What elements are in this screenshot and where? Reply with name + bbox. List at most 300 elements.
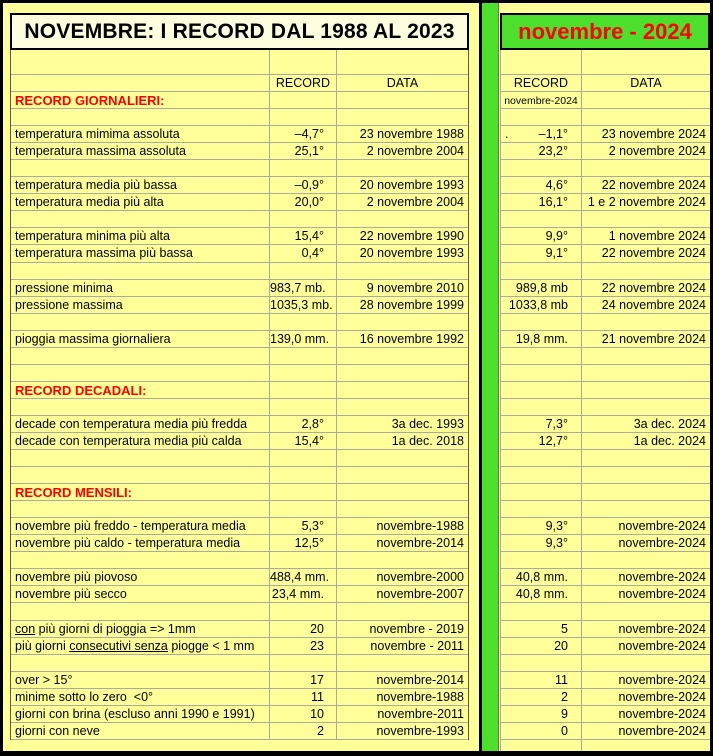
record-value-cell[interactable] xyxy=(269,655,337,671)
records-table-historic xyxy=(10,13,469,740)
record-date-cell[interactable]: novembre-1988 xyxy=(376,689,464,704)
row-label-cell[interactable] xyxy=(11,314,269,330)
record-date-cell-2024[interactable] xyxy=(582,484,710,500)
record-date-cell-2024[interactable] xyxy=(582,382,710,398)
row-label-cell[interactable]: temperatura minima più alta xyxy=(15,229,170,244)
table-row xyxy=(11,603,468,620)
record-value-text: 7,3° xyxy=(545,416,568,431)
column-header-record[interactable]: RECORD xyxy=(269,75,337,91)
record-date-cell[interactable]: novembre-2000 xyxy=(376,570,464,585)
table-row xyxy=(501,160,710,177)
row-label-cell[interactable] xyxy=(11,552,269,568)
left-title-cell[interactable] xyxy=(10,13,469,50)
record-date-cell[interactable] xyxy=(337,160,468,176)
table-row xyxy=(501,92,710,109)
table-row xyxy=(501,280,710,297)
section-header[interactable]: RECORD MENSILI: xyxy=(15,485,132,501)
record-value-cell-2024[interactable] xyxy=(501,501,582,517)
record-date-cell-2024[interactable] xyxy=(582,160,710,176)
record-value-cell-2024[interactable] xyxy=(501,638,582,654)
row-label-cell[interactable] xyxy=(11,638,269,654)
record-value-cell[interactable] xyxy=(269,399,337,415)
record-value-cell[interactable]: 488,4 mm. xyxy=(269,569,337,585)
record-value-cell-2024[interactable] xyxy=(501,297,582,313)
row-label-cell[interactable]: pressione massima xyxy=(15,297,123,312)
record-date-cell-2024[interactable]: novembre-2024 xyxy=(618,723,706,738)
row-label-cell[interactable]: over > 15° xyxy=(15,672,73,687)
table-row xyxy=(501,245,710,262)
record-date-cell-2024[interactable]: 24 novembre 2024 xyxy=(601,297,706,312)
record-date-cell-2024[interactable] xyxy=(582,348,710,364)
table-row xyxy=(11,655,468,672)
record-value-cell[interactable] xyxy=(269,211,337,227)
record-date-cell-2024[interactable]: novembre-2024 xyxy=(618,621,706,636)
record-value-text: 5 xyxy=(561,621,568,636)
record-date-cell[interactable]: 20 novembre 1993 xyxy=(359,178,464,193)
record-date-cell-2024[interactable]: novembre-2024 xyxy=(618,706,706,721)
row-label-cell[interactable]: pressione minima xyxy=(15,280,113,295)
table-row xyxy=(11,211,468,228)
table-row xyxy=(11,331,468,348)
row-label-cell[interactable] xyxy=(11,75,269,91)
record-value-cell-2024[interactable] xyxy=(501,382,582,398)
record-date-cell[interactable] xyxy=(337,50,468,74)
record-value-cell-2024[interactable] xyxy=(501,484,582,500)
table-row xyxy=(501,740,710,751)
table-row xyxy=(11,586,468,603)
record-value-cell-2024[interactable] xyxy=(501,126,582,142)
record-value-cell-2024[interactable] xyxy=(501,160,582,176)
table-row xyxy=(501,638,710,655)
table-row xyxy=(11,484,468,501)
row-label-cell[interactable] xyxy=(11,655,269,671)
record-value-cell-2024[interactable] xyxy=(501,263,582,279)
record-value-cell-2024[interactable] xyxy=(501,399,582,415)
record-value-cell-2024[interactable] xyxy=(501,348,582,364)
record-value-cell[interactable]: 1035,3 mb. xyxy=(269,297,337,313)
table-row xyxy=(11,501,468,518)
label-underlined-part: con xyxy=(15,621,36,636)
record-date-cell[interactable] xyxy=(337,552,468,568)
row-label-cell[interactable] xyxy=(11,399,269,415)
record-date-cell[interactable]: novembre-2007 xyxy=(376,587,464,602)
record-value-cell-2024[interactable] xyxy=(501,689,582,705)
row-label-cell[interactable]: temperatura massima più bassa xyxy=(15,246,193,261)
record-date-cell[interactable]: novembre-2014 xyxy=(376,536,464,551)
record-value-cell[interactable] xyxy=(269,382,337,398)
record-date-cell-2024[interactable]: 2 novembre 2024 xyxy=(608,144,706,159)
table-row xyxy=(11,143,468,160)
record-date-cell[interactable]: 16 novembre 1992 xyxy=(359,331,464,346)
table-row xyxy=(501,689,710,706)
row-label-cell[interactable]: novembre più secco xyxy=(15,587,127,602)
record-date-cell-2024[interactable]: novembre-2024 xyxy=(618,689,706,704)
record-value-cell-2024[interactable] xyxy=(501,331,582,347)
row-label-cell[interactable] xyxy=(11,365,269,381)
record-date-cell[interactable] xyxy=(337,211,468,227)
record-value-text: 9,3° xyxy=(545,519,568,534)
right-rows xyxy=(500,50,710,751)
record-date-cell[interactable] xyxy=(337,501,468,517)
record-value-text: 989,8 mb xyxy=(515,280,568,295)
row-label-cell[interactable]: pioggia massima giornaliera xyxy=(15,331,171,346)
table-row xyxy=(501,365,710,382)
table-row xyxy=(501,706,710,723)
record-value-cell[interactable]: 983,7 mb. xyxy=(269,280,337,296)
record-value-cell[interactable] xyxy=(269,314,337,330)
record-value-cell-2024[interactable] xyxy=(501,535,582,551)
table-row xyxy=(11,723,468,740)
table-row xyxy=(501,50,710,75)
table-row xyxy=(501,501,710,518)
record-value-cell-2024[interactable] xyxy=(501,280,582,296)
record-date-cell[interactable] xyxy=(337,399,468,415)
table-row xyxy=(501,672,710,689)
table-row xyxy=(11,280,468,297)
table-row xyxy=(501,382,710,399)
record-date-cell[interactable] xyxy=(337,314,468,330)
record-date-cell[interactable] xyxy=(337,382,468,398)
row-label-cell[interactable]: decade con temperatura media più calda xyxy=(15,433,242,448)
table-row xyxy=(501,416,710,433)
record-value-cell[interactable]: 23,4 mm. xyxy=(269,586,337,602)
record-value-cell[interactable]: 12,5° xyxy=(269,535,337,551)
column-header-data[interactable]: DATA xyxy=(386,76,419,90)
table-row xyxy=(11,109,468,126)
record-value-cell[interactable]: 17 xyxy=(269,672,337,688)
table-row xyxy=(11,518,468,535)
row-label-cell[interactable] xyxy=(11,501,269,517)
record-value-cell[interactable] xyxy=(269,348,337,364)
table-row xyxy=(501,655,710,672)
table-row xyxy=(501,348,710,365)
row-label-cell[interactable] xyxy=(11,50,269,74)
record-value-cell[interactable]: –0,9° xyxy=(269,177,337,193)
record-value-cell[interactable] xyxy=(269,109,337,125)
record-date-cell[interactable] xyxy=(337,365,468,381)
record-value-text: 19,8 mm. xyxy=(515,331,568,346)
record-date-cell[interactable] xyxy=(337,92,468,108)
table-row xyxy=(11,433,468,450)
table-row xyxy=(501,331,710,348)
record-value-cell[interactable] xyxy=(269,365,337,381)
record-value-cell-2024[interactable] xyxy=(501,143,582,159)
record-value-text: 0 xyxy=(561,723,568,738)
row-label-cell[interactable]: novembre più freddo - temperatura media xyxy=(15,519,246,534)
table-row xyxy=(11,689,468,706)
record-value-text: 11 xyxy=(555,672,568,687)
table-row xyxy=(11,569,468,586)
label-underlined-part: consecutivi senza xyxy=(69,638,168,653)
record-value-cell-2024[interactable] xyxy=(501,194,582,210)
record-value-cell-2024[interactable] xyxy=(501,450,582,466)
record-date-cell-2024[interactable] xyxy=(582,399,710,415)
right-title-cell[interactable] xyxy=(500,13,710,50)
record-value-cell-2024[interactable] xyxy=(501,706,582,722)
record-value-cell[interactable] xyxy=(269,552,337,568)
table-row xyxy=(501,399,710,416)
record-date-cell-2024[interactable]: novembre-2024 xyxy=(618,638,706,653)
table-row xyxy=(11,672,468,689)
record-value-cell[interactable] xyxy=(269,50,337,74)
record-value-cell[interactable]: 10 xyxy=(269,706,337,722)
record-date-cell-2024[interactable] xyxy=(582,467,710,483)
record-value-cell[interactable] xyxy=(269,484,337,500)
record-value-cell[interactable]: 2 xyxy=(269,723,337,739)
record-value-cell[interactable]: 0,4° xyxy=(269,245,337,261)
period-note[interactable]: novembre-2024 xyxy=(501,92,582,108)
record-value-cell[interactable]: 20 xyxy=(269,621,337,637)
row-label-cell[interactable] xyxy=(11,603,269,619)
record-date-cell[interactable]: novembre - 2019 xyxy=(369,621,464,636)
table-row xyxy=(11,160,468,177)
table-row xyxy=(501,75,710,92)
record-value-cell-2024[interactable] xyxy=(501,433,582,449)
row-label-cell[interactable]: novembre più caldo - temperatura media xyxy=(15,536,241,551)
table-row xyxy=(501,194,710,211)
record-value-text: 4,6° xyxy=(545,178,568,193)
record-date-cell[interactable]: 20 novembre 1993 xyxy=(359,246,464,261)
table-row xyxy=(501,484,710,501)
record-value-cell[interactable]: 25,1° xyxy=(269,143,337,159)
table-row xyxy=(501,569,710,586)
record-value-cell-2024[interactable] xyxy=(501,586,582,602)
label-part: più giorni di pioggia => 1mm xyxy=(35,621,196,636)
record-date-cell-2024[interactable]: novembre-2024 xyxy=(618,587,706,602)
record-date-cell-2024[interactable] xyxy=(582,109,710,125)
record-value-cell-2024[interactable] xyxy=(501,672,582,688)
row-label-cell[interactable]: giorni con brina (escluso anni 1990 e 1991) xyxy=(15,706,255,721)
record-date-cell[interactable]: novembre - 2011 xyxy=(370,638,464,653)
record-value-cell[interactable]: 20,0° xyxy=(269,194,337,210)
record-value-cell-2024[interactable] xyxy=(501,177,582,193)
record-date-cell-2024[interactable] xyxy=(582,501,710,517)
record-value-text: 16,1° xyxy=(538,195,568,210)
table-row xyxy=(11,638,468,655)
table-row xyxy=(11,245,468,262)
record-date-cell-2024[interactable]: 3a dec. 2024 xyxy=(633,416,706,431)
row-label-cell[interactable]: temperatura mimima assoluta xyxy=(15,127,180,142)
record-value-cell-2024[interactable] xyxy=(501,518,582,534)
record-date-cell-2024[interactable]: 1 novembre 2024 xyxy=(608,229,706,244)
column-header-record-2024[interactable]: RECORD xyxy=(501,75,582,91)
record-value-cell-2024[interactable] xyxy=(501,723,582,739)
record-date-cell[interactable]: 1a dec. 2018 xyxy=(391,433,464,448)
record-date-cell[interactable]: novembre-2014 xyxy=(376,672,464,687)
record-date-cell[interactable] xyxy=(337,655,468,671)
table-row xyxy=(501,143,710,160)
record-date-cell[interactable]: 2 novembre 2004 xyxy=(366,144,464,159)
table-row xyxy=(501,450,710,467)
left-rows xyxy=(10,50,469,740)
table-row xyxy=(501,586,710,603)
record-value-cell-2024[interactable] xyxy=(501,211,582,227)
table-row xyxy=(501,297,710,314)
record-value-text: 1033,8 mb xyxy=(508,297,568,312)
record-date-cell[interactable]: 3a dec. 1993 xyxy=(391,416,464,431)
table-row xyxy=(11,92,468,109)
record-value-cell-2024[interactable] xyxy=(501,365,582,381)
record-date-cell[interactable]: 28 novembre 1999 xyxy=(359,297,464,312)
record-date-cell-2024[interactable]: 22 novembre 2024 xyxy=(601,246,706,261)
row-label-cell[interactable]: giorni con neve xyxy=(15,723,100,738)
record-value-cell[interactable]: 139,0 mm. xyxy=(269,331,337,347)
table-row xyxy=(11,416,468,433)
record-date-cell-2024[interactable]: novembre-2024 xyxy=(618,536,706,551)
record-date-cell-2024[interactable] xyxy=(582,211,710,227)
left-title-text: NOVEMBRE: I RECORD DAL 1988 AL 2023 xyxy=(24,19,455,43)
record-value-cell[interactable] xyxy=(269,92,337,108)
record-date-cell[interactable]: novembre-1993 xyxy=(376,723,464,738)
record-value-cell-2024[interactable] xyxy=(501,655,582,671)
record-date-cell[interactable]: novembre-2011 xyxy=(377,706,464,721)
row-label-cell[interactable] xyxy=(11,109,269,125)
table-row xyxy=(501,211,710,228)
table-row xyxy=(11,348,468,365)
record-value-text: –1,1° xyxy=(538,127,568,142)
record-value-cell[interactable]: 5,3° xyxy=(269,518,337,534)
record-date-cell[interactable]: novembre-1988 xyxy=(376,519,464,534)
record-value-cell-2024[interactable] xyxy=(501,228,582,244)
row-label-cell[interactable] xyxy=(11,467,269,483)
record-value-cell[interactable] xyxy=(269,263,337,279)
column-header-data-2024[interactable]: DATA xyxy=(630,76,662,90)
table-row xyxy=(11,228,468,245)
table-row xyxy=(501,433,710,450)
table-row xyxy=(11,535,468,552)
table-row xyxy=(501,621,710,638)
record-date-cell[interactable]: 22 novembre 1990 xyxy=(359,229,464,244)
table-row xyxy=(501,552,710,569)
row-label-cell[interactable] xyxy=(11,348,269,364)
record-value-cell-2024[interactable] xyxy=(501,314,582,330)
record-value-cell-2024[interactable] xyxy=(501,603,582,619)
record-value-text: 9,9° xyxy=(545,229,568,244)
table-row xyxy=(11,382,468,399)
record-date-cell[interactable] xyxy=(337,263,468,279)
section-header[interactable]: RECORD DECADALI: xyxy=(15,382,147,398)
record-value-cell[interactable]: –4,7° xyxy=(269,126,337,142)
table-row xyxy=(501,535,710,552)
record-value-cell[interactable] xyxy=(269,603,337,619)
record-date-cell[interactable] xyxy=(337,467,468,483)
right-title-text: novembre - 2024 xyxy=(518,18,692,44)
record-value-cell-2024[interactable] xyxy=(501,109,582,125)
table-row xyxy=(11,177,468,194)
record-date-cell-2024[interactable] xyxy=(582,365,710,381)
record-value-cell-2024[interactable] xyxy=(501,740,582,751)
record-date-cell-2024[interactable]: novembre-2024 xyxy=(618,672,706,687)
row-label-cell[interactable]: decade con temperatura media più fredda xyxy=(15,416,248,431)
record-value-text: 9,1° xyxy=(545,246,568,261)
row-label-cell[interactable]: temperatura massima assoluta xyxy=(15,144,186,159)
record-value-cell[interactable]: 15,4° xyxy=(269,228,337,244)
row-label-cell[interactable] xyxy=(11,160,269,176)
record-date-cell[interactable] xyxy=(337,603,468,619)
record-value-cell[interactable] xyxy=(269,467,337,483)
record-value-cell-2024[interactable] xyxy=(501,467,582,483)
record-date-cell[interactable]: 2 novembre 2004 xyxy=(366,195,464,210)
record-date-cell-2024[interactable] xyxy=(582,92,710,108)
record-date-cell[interactable] xyxy=(337,348,468,364)
record-date-cell-2024[interactable]: 1a dec. 2024 xyxy=(633,433,706,448)
record-value-cell-2024[interactable] xyxy=(501,621,582,637)
record-value-cell-2024[interactable] xyxy=(501,416,582,432)
record-value-cell-2024[interactable] xyxy=(501,50,582,74)
record-date-cell-2024[interactable]: novembre-2024 xyxy=(618,570,706,585)
record-value-text: 40,8 mm. xyxy=(515,570,568,585)
record-value-text: 9,3° xyxy=(545,536,568,551)
table-row xyxy=(11,706,468,723)
record-date-cell-2024[interactable] xyxy=(582,655,710,671)
record-date-cell-2024[interactable] xyxy=(582,552,710,568)
table-row xyxy=(501,177,710,194)
record-date-cell-2024[interactable]: 23 novembre 2024 xyxy=(601,127,706,142)
record-value-cell-2024[interactable] xyxy=(501,245,582,261)
table-row xyxy=(11,314,468,331)
row-label-cell[interactable]: novembre più piovoso xyxy=(15,570,138,585)
record-date-cell-2024[interactable] xyxy=(582,314,710,330)
table-row xyxy=(11,621,468,638)
record-value-text: 9 xyxy=(561,706,568,721)
record-date-cell-2024[interactable] xyxy=(582,50,710,74)
table-row xyxy=(11,297,468,314)
record-value-cell[interactable]: 23 xyxy=(269,638,337,654)
row-label-cell[interactable] xyxy=(11,621,269,637)
table-row xyxy=(11,194,468,211)
stray-dot: . xyxy=(505,127,509,142)
record-value-cell[interactable]: 11 xyxy=(269,689,337,705)
table-row xyxy=(11,75,468,92)
record-date-cell-2024[interactable] xyxy=(582,450,710,466)
row-label-cell[interactable] xyxy=(11,263,269,279)
record-date-cell[interactable] xyxy=(337,450,468,466)
record-value-cell[interactable] xyxy=(269,450,337,466)
record-value-text: 23,2° xyxy=(538,144,568,159)
record-date-cell[interactable]: 9 novembre 2010 xyxy=(366,280,464,295)
record-date-cell-2024[interactable]: 1 e 2 novembre 2024 xyxy=(587,195,706,210)
table-row xyxy=(501,603,710,620)
table-row xyxy=(11,552,468,569)
record-value-cell[interactable] xyxy=(269,501,337,517)
record-value-cell-2024[interactable] xyxy=(501,552,582,568)
record-date-cell-2024[interactable]: 22 novembre 2024 xyxy=(601,280,706,295)
record-value-cell-2024[interactable] xyxy=(501,569,582,585)
record-date-cell-2024[interactable]: novembre-2024 xyxy=(618,519,706,534)
record-date-cell[interactable] xyxy=(337,484,468,500)
record-date-cell-2024[interactable] xyxy=(582,740,710,751)
record-value-cell[interactable]: 15,4° xyxy=(269,433,337,449)
record-date-cell-2024[interactable]: 21 novembre 2024 xyxy=(601,331,706,346)
table-row xyxy=(11,399,468,416)
row-label-cell[interactable] xyxy=(11,211,269,227)
record-value-cell[interactable]: 2,8° xyxy=(269,416,337,432)
section-header[interactable]: RECORD GIORNALIERI: xyxy=(15,93,165,109)
record-date-cell-2024[interactable] xyxy=(582,603,710,619)
record-value-cell[interactable] xyxy=(269,160,337,176)
row-label-cell[interactable]: temperatura media più alta xyxy=(15,195,164,210)
row-label-cell[interactable]: temperatura media più bassa xyxy=(15,178,177,193)
record-value-text: 20 xyxy=(554,638,568,653)
record-date-cell[interactable] xyxy=(337,109,468,125)
row-label-cell[interactable] xyxy=(11,450,269,466)
record-date-cell-2024[interactable]: 22 novembre 2024 xyxy=(601,178,706,193)
record-date-cell-2024[interactable] xyxy=(582,263,710,279)
record-date-cell[interactable]: 23 novembre 1988 xyxy=(359,127,464,142)
table-row xyxy=(11,50,468,75)
record-value-text: 12,7° xyxy=(538,433,568,448)
row-label-cell[interactable]: minime sotto lo zero <0° xyxy=(15,689,154,704)
